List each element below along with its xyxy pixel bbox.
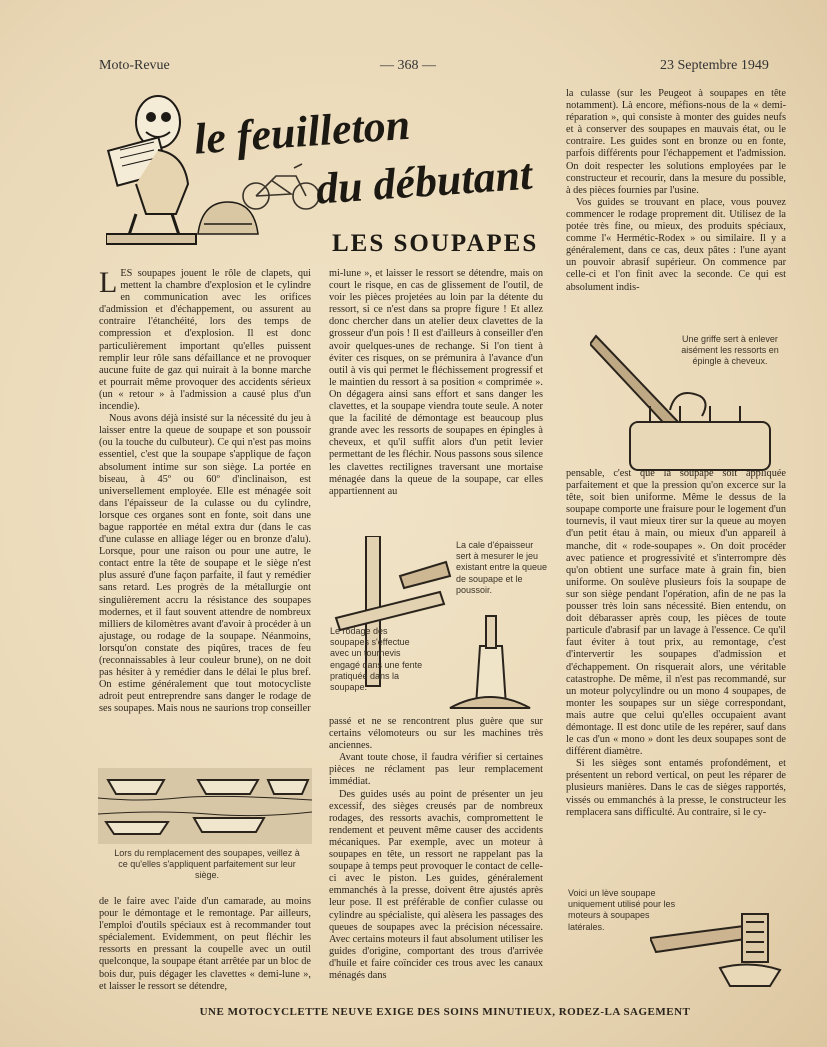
- paragraph: de le faire avec l'aide d'un camarade, au moins pour le démontage et le remontage. Par ailleurs, l'emploi d'outils spéciaux est à recommander tout spécialement. Evidemment, on peut fléchir les ressorts en pressant la coupelle avec un outil quelconque, la soupape étant arrêtée par un bloc de bois dur, puis dégager les clavettes « demi-lune », et laisser le ressort se détendre,: [99, 896, 311, 992]
- article-title: LES SOUPAPES: [332, 230, 539, 257]
- paragraph: Si les sièges sont entamés profondément, et présentent un rebord vertical, on peut les réparer de plusieurs manières. Dans le cas de sièges rapportés, vissés ou emmanchés à la presse, le constructeur les remplacera sans difficulté. Au contraire, si le cy-: [566, 758, 786, 818]
- mascot-reading-icon: [106, 96, 196, 244]
- issue-date: 23 Septembre 1949: [660, 58, 769, 73]
- paragraph: Avant toute chose, il faudra vérifier si certaines pièces ne réclament pas leur remplacement immédiat.: [329, 752, 543, 788]
- column-2-top: [329, 268, 543, 534]
- caption-leve: Voici un lève soupape uniquement utilisé pour les moteurs à soupapes latérales.: [568, 888, 676, 932]
- page-number: — 368 —: [380, 58, 436, 73]
- magazine-name: Moto-Revue: [99, 58, 170, 73]
- caption-griffe: Une griffe sert à enlever aisément les ressorts en épingle à cheveux.: [681, 334, 779, 367]
- column-3-bottom: [566, 468, 786, 882]
- feuilleton-illustration: [106, 84, 558, 254]
- caption-rodage: Le rodage des soupapes s'effectue avec un tournevis engagé dans une fente pratiquée dans la soupape.: [330, 626, 423, 693]
- column-1: [99, 268, 311, 762]
- paragraph: mi-lune », et laisser le ressort se détendre, mais on court le risque, en cas de glissement de l'outil, de voir les pièces projetées au loin par la détente du ressort, si ce n'est dans sa propre figure ! Et allez donc chercher dans un atelier deux clavettes de la grosseur d'un pois ! Il est d'ailleurs à conseiller d'en avoir quelques-unes de rechange. Si l'on tient à éviter ces risques, on se prémunira à l'avance d'un outil à vis qui permet le fléchissement progressif et le maintien du ressort à sa position « comprimée ». On dégagera ainsi sans effort et sans danger les clavettes, et la soupape viendra toute seule. A noter que la facilité de démontage est beaucoup plus grande avec les ressorts de soupapes en épingles à cheveux, et qu'il suffit alors d'un petit levier permettant de les fléchir. Nous passons sous silence les clavettes rectilignes traversant une mortaise ménagée dans la queue de la soupape, car elles appartiennent au: [329, 268, 543, 497]
- paragraph: Nous avons déjà insisté sur la nécessité du jeu à laisser entre la queue de soupape et son poussoir (ou la touche du culbuteur). Ce qui n'est pas moins essentiel, c'est que la soupape s'applique de façon absolument intime sur son siège. La portée en biseau, à 45º ou 60º d'inclinaison, est universellement employée. Elle est ménagée soit dans l'épaisseur de la culasse ou du cylindre, lorsque ces organes sont en fonte, soit dans une bague rapportée en métal extra dur (dans le cas d'une culasse en alliage léger ou en bronze d'alu). Lorsque, pour une raison ou pour une autre, le contact entre la tête de soupape et le siège n'est plus assuré d'une façon parfaite, il faut y remédier sans retard. Les progrès de la métallurgie ont singulièrement accru la résistance des soupapes modernes, et il faut souvent attendre de nombreux milliers de kilomètres avant d'avoir à procéder à un ajustage, ou rodage de la soupape. Néanmoins, lorsqu'on constate des piqûres, traces de feu (reconnaissables à leur couleur brune), on ne doit pas hésiter à y remédier dans le délai le plus bref. On estime généralement que tout motocycliste adroit peut entreprendre sans danger le rodage de ses soupapes. Mais nous ne saurions trop conseiller: [99, 413, 311, 715]
- footer-slogan: UNE MOTOCYCLETTE NEUVE EXIGE DES SOINS MINUTIEUX, RODEZ-LA SAGEMENT: [199, 1006, 691, 1018]
- drop-cap: L: [99, 268, 118, 299]
- paragraph: passé et ne se rencontrent plus guère que sur certains vélomoteurs ou sur les machines très anciennes.: [329, 716, 543, 752]
- feuilleton-title-line1: le feuilleton: [192, 99, 412, 164]
- column-2-bottom: [329, 716, 543, 1000]
- paragraph: la culasse (sur les Peugeot à soupapes en tête notamment). Là encore, méfions-nous de la « demi-réparation », qui consiste à monter des guides neufs et à conserver des soupapes en mauvais état, ou le contraire. Les guides sont en bronze ou en fonte, parfois différents pour l'échappement et l'admission. On doit respecter les solutions employées par le constructeur et recourir, dans la mesure du possible, à des pièces fournies par l'usine.: [566, 88, 786, 196]
- paragraph: pensable, c'est que la soupape soit appliquée parfaitement et que la pression qu'on excerce sur la tête, soit bien uniforme. Même le dessus de la soupape comporte une fraisure pour le logement d'un tournevis, il vaut mieux tirer sur la queue au moyen d'un petit étau à main, ou mieux d'un appareil à manche, dit « rode-soupapes ». On doit procéder avec patience et progressivité et s'interrompre dès qu'on obtient une surface mate à grain fin, bien uniforme. On soulève plusieurs fois la soupape de sur son siège pendant l'opération, afin de ne pas la pousser très loin sans nécessité. Bien entendu, on doit débarasser après coup, les pièces de toute particule d'abrasif par un lavage à l'essence. Ce qu'il faut éviter à tout prix, au remontage, c'est d'intervertir les soupapes d'admission et d'échappement. On risquerait alors, une véritable catastrophe. De même, il n'est pas recommandé, sur un moteur polycylindre ou un mono 4 soupapes, de monter les soupapes sur un siège correspondant, mais autre que celui qu'elles occupaient avant démontage. Il est donc utile de les repérer, sauf dans le cas d'un « mono » dont les deux soupapes sont de différent diamètre.: [566, 468, 786, 758]
- column-3-top: [566, 88, 786, 336]
- paragraph: ES soupapes jouent le rôle de clapets, qui mettent la chambre d'explosion et le cylindre en communication avec les orifices d'admission et d'échappement, ou assurent au contraire l'étanchéité, lors des temps de compression et d'explosion. Il est donc particulièrement important qu'elles puissent remplir leur rôle sans défaillance et ne provoquer aucune fuite de gaz qui nuirait à la bonne marche et pourrait même provoquer des accidents sérieux (un « retour » à l'admission a causé plus d'un incendie).: [99, 268, 311, 413]
- feuilleton-title-line2: du débutant: [314, 149, 534, 214]
- caption-sieges: Lors du remplacement des soupapes, veillez à ce qu'elles s'appliquent parfaitement sur leur siège.: [114, 848, 300, 881]
- paragraph: Vos guides se trouvant en place, vous pouvez commencer le rodage proprement dit. Utilisez de la potée très fine, ou mieux, des produits spéciaux, comme l'« Hermétic-Rodex » ou similaire. Il y a généralement, dans ce cas, deux pâtes : l'une ayant un pouvoir abrasif supérieur. On commence par celle-ci et l'on finit avec la seconde. Ce qui est absolument indis-: [566, 196, 786, 293]
- valve-seats-figure: [98, 768, 312, 844]
- caption-cale: La cale d'épaisseur sert à mesurer le jeu existant entre la queue de soupape et le poussoir.: [456, 540, 548, 595]
- motorcycle-icon: [243, 164, 319, 209]
- paragraph: Des guides usés au point de présenter un jeu excessif, des sièges creusés par de nombreux rodages, des ressorts avachis, compromettent le rendement et peuvent même causer des accidents mécaniques. Par exemple, avec un moteur à soupapes en tête, un ressort ne rappelant pas la soupape à temps peut provoquer le contact de celle-ci avec le piston. Les guides, généralement emmanchés à la presse, doivent être ajustés après leur pose. Il est préférable de confier culasse ou cylindre au spécialiste, qui alèsera les passages des queues de soupapes avec la précision nécessaire. Avec certains moteurs il faut absolument utiliser les guides d'origine, comportant des trous d'arrivée d'huile et faire coïncider ces trous avec les canaux ménagés dans: [329, 788, 543, 981]
- column-1-bottom: [99, 896, 311, 996]
